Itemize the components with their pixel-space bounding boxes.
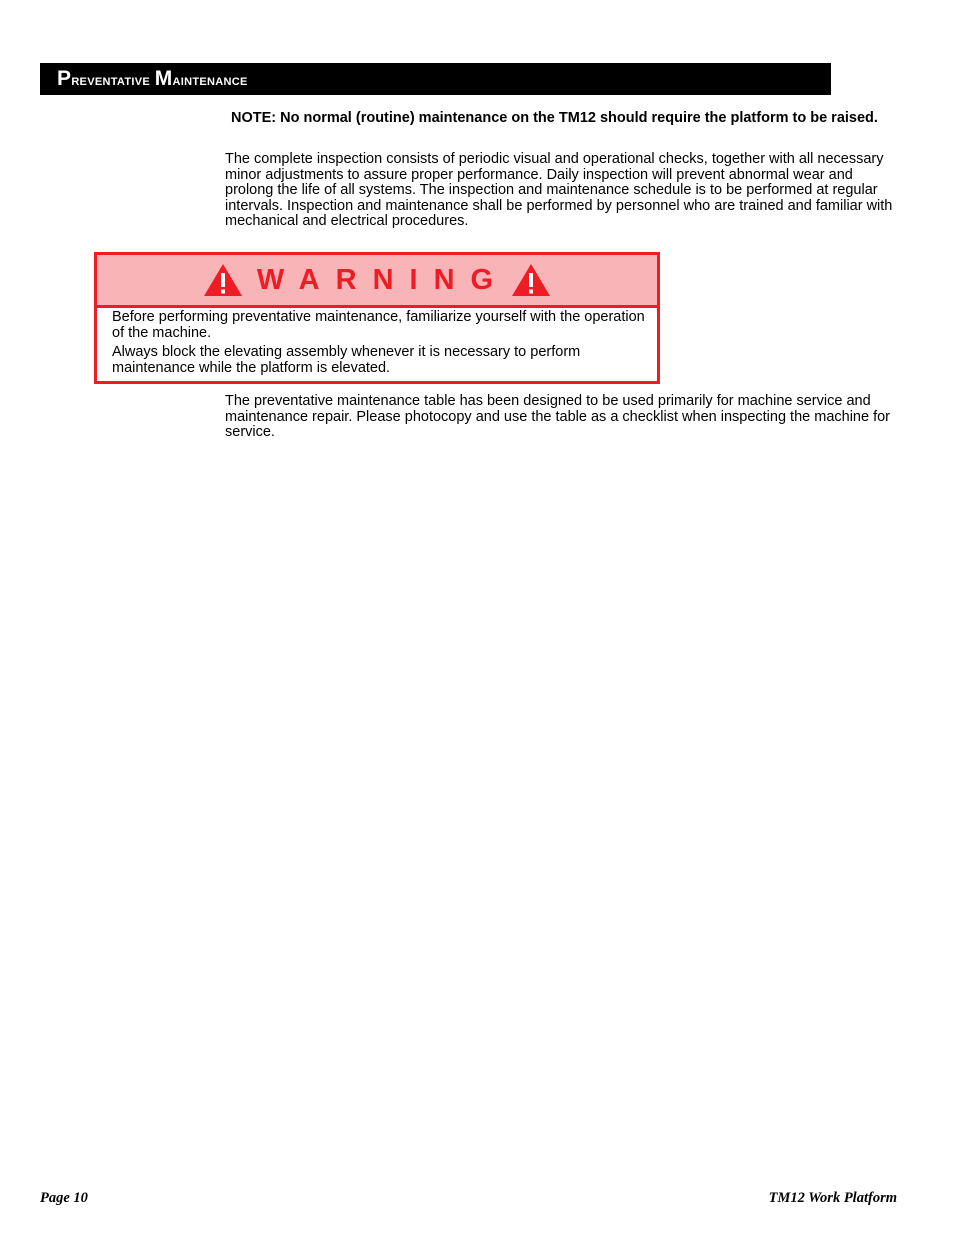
note-text: NOTE: No normal (routine) maintenance on the TM12 should require the platform to be raised.: [231, 110, 878, 126]
heading-rest-2: aintenance: [172, 72, 248, 89]
section-heading: [40, 63, 831, 95]
inspection-paragraph: The complete inspection consists of periodic visual and operational checks, together with all necessary minor adjustments to assure proper performance. Daily inspection will prevent abnormal wear and prolong the life of all systems. The inspection and maintenance schedule is to be performed at regular intervals. Inspection and maintenance shall be performed by personnel who are trained and familiar with mechanical and electrical procedures.: [225, 151, 893, 230]
warning-line-2: Always block the elevating assembly whenever it is necessary to perform maintenance while the platform is elevated.: [112, 344, 581, 376]
warning-triangle-icon: [203, 263, 243, 297]
warning-header: [97, 255, 657, 308]
warning-triangle-icon: [511, 263, 551, 297]
page-number: Page 10: [40, 1190, 88, 1206]
heading-initial-2: M: [154, 67, 173, 90]
heading-rest-1: reventative: [71, 72, 155, 89]
warning-body: [112, 310, 647, 380]
warning-box: [94, 252, 660, 384]
warning-line-1: Before performing preventative maintenance, familiarize yourself with the operation of the machine.: [112, 309, 645, 341]
heading-initial-1: P: [57, 67, 72, 90]
table-paragraph: The preventative maintenance table has been designed to be used primarily for machine service and maintenance repair. Please photocopy and use the table as a checklist when inspecting the machine for service.: [225, 393, 890, 441]
warning-label: WARNING: [256, 263, 510, 296]
document-title: TM12 Work Platform: [768, 1190, 897, 1206]
